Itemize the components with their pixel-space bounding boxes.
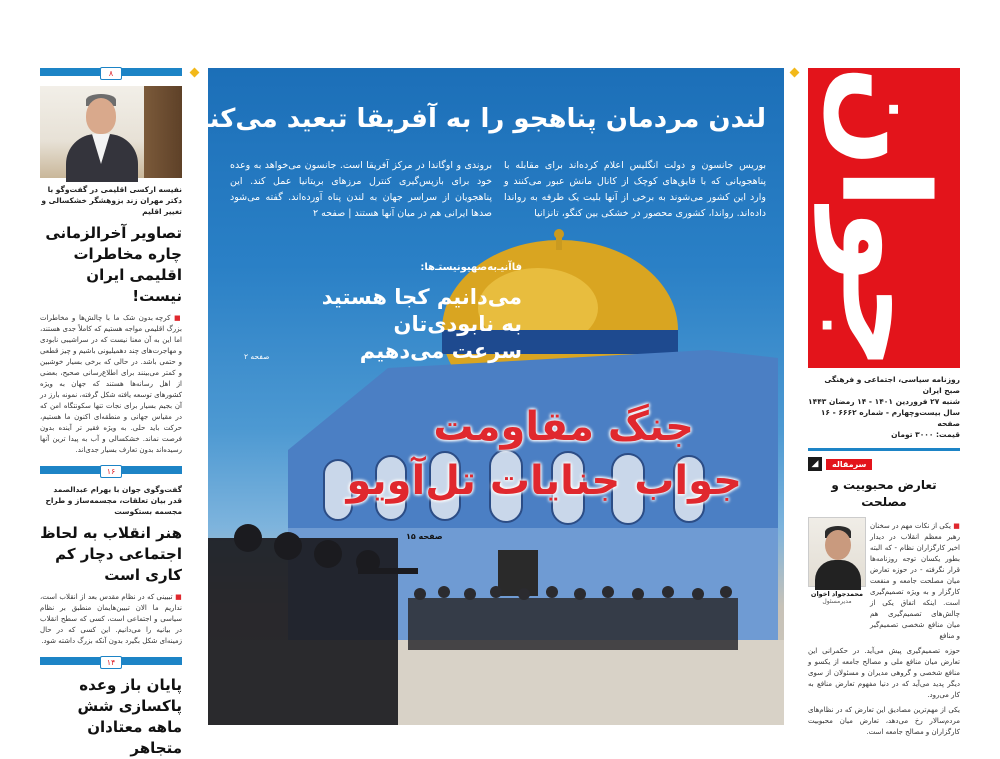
- lead-text-right: بوریس جانسون و دولت انگلیس اعلام کرده‌اند برای مقابله با پناهجویانی که با قایق‌های کوچک از کانال مانش عبور می‌کنند و وارد این کشور می‌شوند به برخی از آنها بلیت یک طرفه به رواندا داده‌اند. رواندا، کشوری محصور در خشکی بین کنگو، تانزانیا: [504, 160, 766, 219]
- marker-diamond: [790, 68, 800, 78]
- editorial-icon: ◢: [808, 457, 822, 471]
- editorial-body-cont: یکی از مهم‌ترین مصادیق این تعارض که در نظام‌های مردم‌سالار رخ می‌دهد، تعارض میان محبوبیت کارگزاران و مصالح جامعه است.: [808, 706, 960, 736]
- page-number-badge: ۸: [100, 67, 122, 80]
- marker-diamond: [190, 68, 200, 78]
- article-headline[interactable]: هنر انقلاب به لحاظ اجتماعی دچار کم کاری است: [40, 524, 182, 584]
- lead-headline-line1[interactable]: جنگ مقاومت: [433, 404, 694, 450]
- article-body: ■ کرچه بدون شک ما با چالش‌ها و مخاطرات بزرگ اقلیمی مواجه هستیم که کاملاً جدی هستند، اما این به آن معنا نیست که در سراشیبی نابودی و مهاجرت‌های چند دهمیلیونی باشیم و چیز قطعی و حتمی باشد. در حالی که برخی بسیار خوشبین و کمتر می‌بینند برای اطلاع‌رسانی صحیح، بعضی از اهل رسانه‌ها هستند که جهان به ویژه کشورهای توسعه یافته شکل گرفته، نمونه بارز در آن بجیم بسیار برای نجات تنها سکونتگاه امن که در مقیاس جهانی و منطقه‌ای اکنون ما هستیم، حرکت باید حلی. به ویژه فقیر تر آینده بدون فرصت نماند. خشکسالی و آب به پیدا ترین آنها رسیده‌اند بدون تعارف بسیار جدی‌اند.: [40, 314, 182, 454]
- editorial-body: ■ یکی از نکات مهم در سخنان رهبر معظم انقلاب در دیدار اخیر کارگزاران نظام - که البته بطور یکسان توجه روزنامه‌ها قرار نگرفته - در حوزه تعارض میان مصلحت جامعه و منفعت کارگزار و به ویژه تصمیم‌گیری است. اینکه اتفاق یکی از چالش‌های تصمیم‌گیری هم میان منافع شخصی تصمیم‌گیر و منافع: [870, 522, 960, 640]
- page-number-badge: ۱۴: [100, 656, 122, 669]
- main-headline[interactable]: لندن مردمان پناهجو را به آفریقا تبعید می‌کند!: [182, 104, 766, 134]
- page-number-badge: ۱۶: [100, 465, 122, 478]
- photo-caption: نفیسه ارکسی اقلیمی در گفت‌وگو با دکتر مهران زند بزوهشگر خشکسالی و تغییر اقلیم: [41, 185, 182, 216]
- lead-headline-line2[interactable]: جواب جنایات تل‌آویو: [346, 458, 742, 504]
- lead-page-ref: صفحه ۱۵: [406, 532, 443, 541]
- author-photo-block: [808, 517, 866, 642]
- editorial-title[interactable]: تعارض محبوبیت و مصلحت: [831, 478, 937, 509]
- lead-text-left: بروندی و اوگاندا در مرکز آفریقا است. جانسون می‌خواهد به وعده خود برای بازپس‌گیری کنترل مرزهای بریتانیا عمل کند. این پناهجویان از سراسر جهان به لندن پناه آورده‌اند. گفته می‌شود صدها ایرانی هم در میان آنها هستند | صفحه ۲: [230, 160, 492, 219]
- interviewee-photo: [40, 86, 182, 178]
- author-photo: [808, 517, 866, 587]
- editorial-block: [808, 517, 960, 642]
- newspaper-logo: جوان: [808, 68, 960, 368]
- subheadline-kicker: فاآنیـ‌به‌صهیونیستـ‌ها:: [420, 262, 522, 273]
- section-bar: [40, 657, 182, 665]
- subheadline-page-ref: صفحه ۲: [244, 352, 270, 361]
- left-column: [40, 68, 182, 757]
- editorial-body-cont: حوزه تصمیم‌گیری پیش می‌آید. در حکمرانی این تعارض میان منافع ملی و مصالح جامعه از یکسو و منافع شخصی و گروهی مدیران و مسئولان از سوی دیگر پدید می‌آید که در دنیا مفهوم تعارض منافع به کار می‌رود.: [808, 647, 960, 699]
- editorial-tag: سرمقاله: [826, 459, 872, 470]
- editorial-label: [808, 457, 960, 471]
- interview-caption: گفت‌وگوی جوان با بهرام عبدالصمد قدر بیان تعلقات، مجسمه‌ساز و طراح مجسمه بستکوست: [45, 485, 182, 516]
- section-bar: [40, 68, 182, 76]
- section-rule: [808, 448, 960, 451]
- article-headline[interactable]: پایان باز وعده پاکسازی شش ماهه معتادان متجاهر: [77, 676, 182, 757]
- section-bar: [40, 466, 182, 474]
- masthead-info: روزنامه سیاسی، اجتماعی و فرهنگی صبح ایران شنبه ۲۷ فروردین ۱۴۰۱ - ۱۴ رمضان ۱۴۴۳ سال بیست‌وچهارم - شماره ۶۶۶۲ - ۱۶ صفحه قیمت: ۳۰۰۰ تومان: [808, 375, 960, 439]
- front-page-photo: [182, 68, 784, 725]
- article-headline[interactable]: تصاویر آخرالزمانی چاره مخاطرات اقلیمی ایران نیست!: [45, 224, 182, 305]
- armed-soldiers: [208, 524, 418, 725]
- author-role: مدیرمسئول: [822, 598, 852, 605]
- subheadline[interactable]: می‌دانیم کجا هستید به نابودی‌تان سرعت می‌دهیم: [321, 285, 522, 363]
- author-name: محمدجواد اخوان: [810, 590, 864, 598]
- right-column: [808, 65, 960, 736]
- doorway: [498, 550, 538, 596]
- article-body: ■ تبیینی که در نظام مقدس بعد از انقلاب است، نداریم ما الان تبیین‌هایمان منطبق بر نظام سیاسی و اجتماعی است، کسی که سطح انقلاب در بیانیه را می‌دانیم. این کسی که در حال زمینه‌ای شکل بگیرد بدون آنکه بزرگ داشته شود.: [40, 593, 182, 645]
